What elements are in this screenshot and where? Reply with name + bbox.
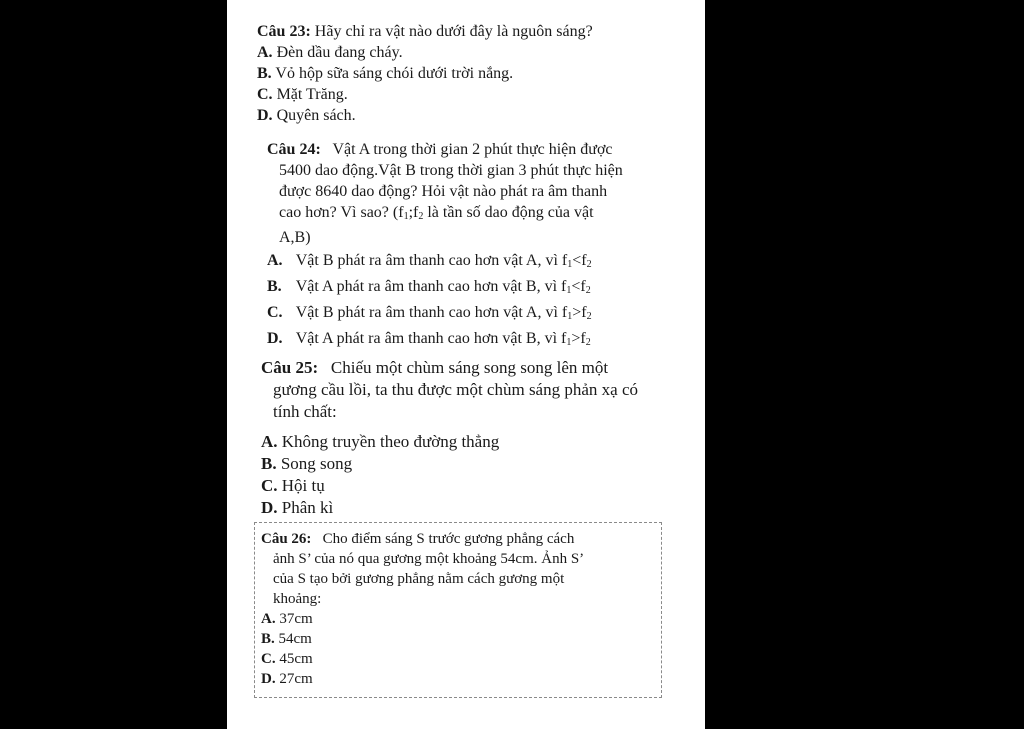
option-label: A.: [261, 611, 276, 627]
option-text: 54cm: [278, 631, 312, 647]
option-text: Phân kì: [281, 498, 334, 517]
question-text: Vật A trong thời gian 2 phút thực hiện được: [332, 141, 613, 158]
option-text: Mặt Trăng.: [276, 86, 348, 103]
option-text: Đèn dầu đang cháy.: [276, 44, 403, 61]
question-text: được 8640 dao động? Hỏi vật nào phát ra âm thanh: [279, 183, 608, 200]
option-c: [261, 649, 661, 669]
option-label: D.: [261, 498, 278, 517]
option-label: B.: [261, 631, 275, 647]
option-d: [257, 105, 593, 126]
question-text: Hãy chỉ ra vật nào dưới đây là nguôn sáng?: [314, 23, 593, 40]
question-25: [261, 357, 701, 519]
option-a: [261, 609, 661, 629]
option-label: C.: [267, 304, 283, 321]
question-text: gương cầu lồi, ta thu được một chùm sáng phản xạ có: [273, 380, 638, 399]
question-stem: [261, 357, 701, 423]
question-text: A,B): [279, 229, 311, 246]
option-text: 37cm: [279, 611, 313, 627]
option-c: [257, 84, 593, 105]
option-label: C.: [261, 476, 278, 495]
option-label: C.: [261, 651, 276, 667]
question-text: Cho điểm sáng S trước gương phẳng cách: [322, 531, 575, 547]
option-label: A.: [267, 252, 283, 269]
option-label: B.: [261, 454, 277, 473]
option-a: [261, 431, 701, 453]
question-label: Câu 23:: [257, 23, 311, 40]
question-text: cao hơn? Vì sao? ($f_1;f_2$ là tần số dao động của vật: [279, 204, 594, 222]
option-label: C.: [257, 86, 273, 103]
option-c: C. Vật B phát ra âm thanh cao hơn vật A, vì $f_1>f_2$: [267, 304, 592, 322]
option-text: Không truyền theo đường thẳng: [281, 432, 500, 451]
question-text: ảnh S’ của nó qua gương một khoảng 54cm. Ảnh S’: [273, 551, 585, 567]
option-text: Hội tụ: [281, 476, 325, 495]
option-text: Vỏ hộp sữa sáng chói dưới trời nắng.: [275, 65, 514, 82]
option-b: [261, 453, 701, 475]
option-text: 45cm: [279, 651, 313, 667]
option-label: B.: [267, 278, 282, 295]
option-label: A.: [261, 432, 278, 451]
question-label: Câu 24:: [267, 141, 321, 158]
question-23: [257, 21, 593, 126]
option-b: B. Vật A phát ra âm thanh cao hơn vật B, vì $f_1<f_2$: [267, 278, 591, 296]
question-stem: [257, 21, 593, 42]
question-26-box: [254, 522, 662, 698]
question-stem: [261, 529, 661, 609]
question-24: [267, 139, 697, 354]
question-text: Chiếu một chùm sáng song song lên một: [330, 358, 609, 377]
question-text: của S tạo bởi gương phẳng nằm cách gương một: [273, 571, 565, 587]
option-c: [261, 475, 701, 497]
question-text: tính chất:: [273, 402, 337, 421]
question-text: 5400 dao động.Vật B trong thời gian 3 phút thực hiện: [279, 162, 623, 179]
question-label: Câu 25:: [261, 358, 319, 377]
option-label: D.: [261, 671, 276, 687]
option-text: 27cm: [279, 671, 313, 687]
option-label: D.: [257, 107, 273, 124]
option-b: [261, 629, 661, 649]
option-text: Song song: [280, 454, 353, 473]
question-text: khoảng:: [273, 591, 322, 607]
option-label: B.: [257, 65, 272, 82]
option-label: A.: [257, 44, 273, 61]
option-label: D.: [267, 330, 283, 347]
option-d: [261, 497, 701, 519]
document-page: [227, 0, 705, 729]
option-b: [257, 63, 593, 84]
option-a: A. Vật B phát ra âm thanh cao hơn vật A, vì $f_1<f_2$: [267, 252, 592, 270]
question-stem: [267, 139, 697, 248]
option-d: D. Vật A phát ra âm thanh cao hơn vật B, vì $f_1>f_2$: [267, 330, 591, 348]
question-label: Câu 26:: [261, 531, 312, 547]
option-d: [261, 669, 661, 689]
option-a: [257, 42, 593, 63]
option-text: Quyên sách.: [276, 107, 356, 124]
